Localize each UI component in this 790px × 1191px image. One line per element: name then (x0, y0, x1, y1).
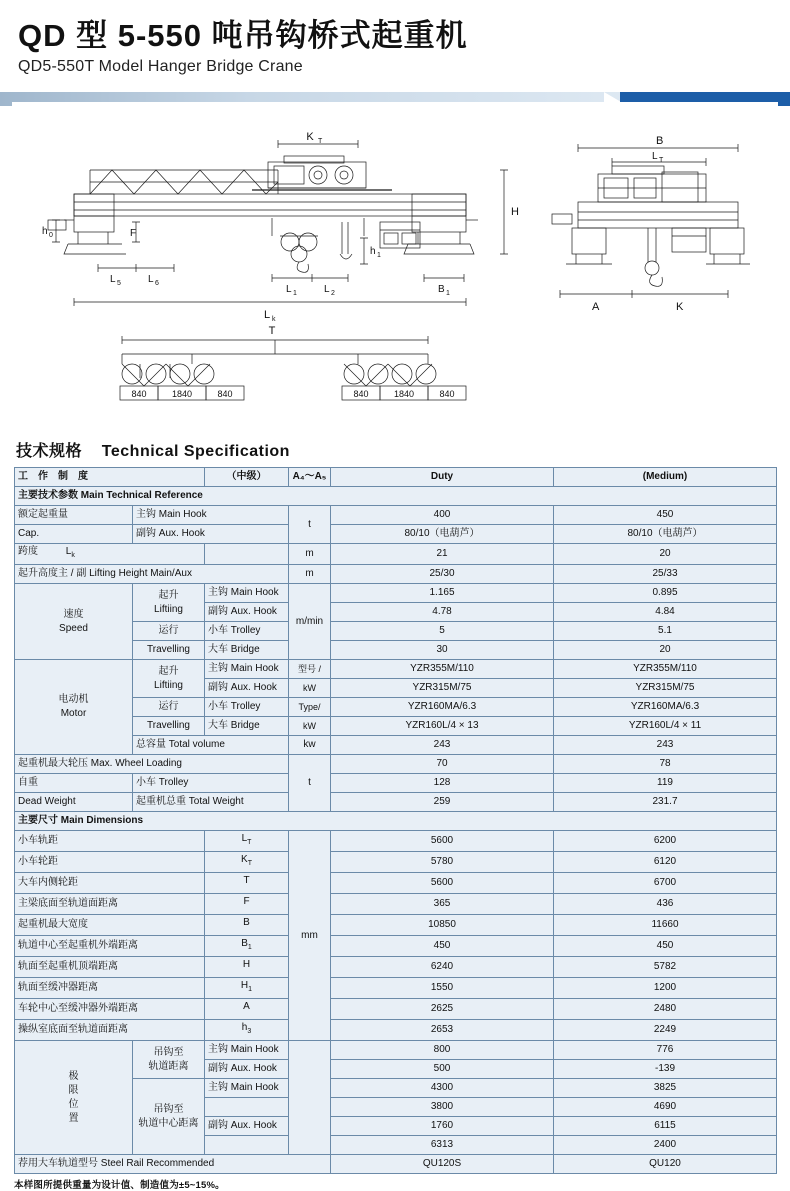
span-unit: m (289, 544, 331, 565)
dim-label-f: F (130, 228, 137, 239)
lift-height-v2: 25/33 (554, 565, 777, 584)
dim-8-sym: A (243, 1001, 250, 1012)
extreme-2-v1: 4300 (331, 1079, 554, 1098)
cap-aux-v2: 80/10（电葫芦） (554, 525, 777, 544)
dim-8-symbol (205, 999, 289, 1020)
dim-5-sub: 1 (247, 944, 252, 951)
table-row-dim (15, 894, 777, 915)
dim-label-h: H (511, 206, 519, 218)
table-section-main-dims (15, 812, 777, 831)
dim-7-v1: 1550 (331, 978, 554, 999)
motor-lift-main-v2: YZR355M/110 (554, 660, 777, 679)
dim-6-v1: 6240 (331, 957, 554, 978)
speed-lift-en: Liftiing (154, 603, 183, 615)
speed-bridge-v2: 20 (554, 641, 777, 660)
spec-note: 本样图所提供重量为设计值、制造值为±5~15%。 (14, 1180, 225, 1191)
speed-trolley-v1: 5 (331, 622, 554, 641)
duty-label-cn: 工 作 制 度 (15, 468, 205, 487)
dim-7-symbol (205, 978, 289, 999)
dim-9-sym: h (241, 1022, 248, 1033)
dim-6-symbol (205, 957, 289, 978)
extreme-group-1-l2: 轨道距离 (148, 1060, 189, 1072)
span-v1: 21 (331, 544, 554, 565)
speed-unit: m/min (289, 584, 331, 660)
wheel-load-label: 起重机最大轮压 Max. Wheel Loading (15, 755, 289, 774)
dim-3-symbol (205, 894, 289, 915)
extreme-group-1-l1: 吊钩至 (153, 1046, 184, 1058)
dim-6-v2: 5782 (554, 957, 777, 978)
table-row-speed-1 (15, 584, 777, 603)
lift-height-v1: 25/30 (331, 565, 554, 584)
dim-1-name: 小车轮距 (15, 852, 205, 873)
table-row-dead-total (15, 793, 777, 812)
extreme-0-v2: 776 (554, 1041, 777, 1060)
dim-6-name: 轨面至起重机顶端距离 (15, 957, 205, 978)
dead-total-v2: 231.7 (554, 793, 777, 812)
dim-7-sub: 1 (248, 986, 253, 993)
span-symbol: L (65, 546, 72, 557)
dim-5-sym: B (241, 938, 248, 949)
weight-unit: t (289, 755, 331, 812)
dim-4-v1: 10850 (331, 915, 554, 936)
extreme-0-hook (205, 1041, 289, 1060)
dims-unit: mm (289, 831, 331, 1041)
crane-drawing-svg (12, 102, 778, 432)
dim-0-symbol (205, 831, 289, 852)
span-symbol-sub: k (71, 552, 75, 559)
dim-9-sub: 3 (247, 1028, 252, 1035)
extreme-group-2-l2: 轨道中心距离 (138, 1117, 199, 1129)
motor-unit-4: kW (289, 717, 331, 736)
dim-3-name: 主梁底面至轨道面距离 (15, 894, 205, 915)
extreme-label-4: 置 (68, 1112, 79, 1124)
rail-v2: QU120 (554, 1155, 777, 1174)
table-row-motor-1 (15, 660, 777, 679)
duty-class: A₄～A₅ (289, 468, 331, 487)
cap-aux-v1: 80/10（电葫芦） (331, 525, 554, 544)
span-label-cn: 跨度 (18, 546, 38, 557)
dim-2-v2: 6700 (554, 873, 777, 894)
table-row-cap-aux (15, 525, 777, 544)
section-main-tech-label: 主要技术参数 Main Technical Reference (15, 487, 777, 506)
rail-label: 荐用大车轨道型号 Steel Rail Recommended (15, 1155, 331, 1174)
speed-travel-cn: 运行 (133, 622, 205, 641)
cap-main-v1: 400 (331, 506, 554, 525)
section-main-dims-label: 主要尺寸 Main Dimensions (15, 812, 777, 831)
dim-4-sym: B (243, 917, 250, 928)
table-row-dim (15, 978, 777, 999)
dim-7-sym: H (240, 980, 249, 991)
cap-main-hook-label: 主钩 Main Hook (133, 506, 289, 525)
wheel-span-1: 840 (131, 389, 147, 399)
dim-0-sub: T (247, 839, 252, 846)
motor-lift-main-label: 主钩 Main Hook (205, 660, 289, 679)
wheel-span-4: 840 (353, 389, 369, 399)
spec-section-heading (16, 438, 790, 461)
dim-5-symbol (205, 936, 289, 957)
wheel-span-2: 1840 (171, 389, 193, 399)
dim-0-sym: L (241, 833, 248, 844)
dim-label-l6-sub: 6 (155, 280, 159, 287)
dim-label-h1: h (370, 246, 376, 257)
dim-4-name: 起重机最大宽度 (15, 915, 205, 936)
table-row-cap-main (15, 506, 777, 525)
table-row-wheel-load (15, 755, 777, 774)
extreme-group-2-l1: 吊钩至 (153, 1103, 184, 1115)
speed-lift-main-v1: 1.165 (331, 584, 554, 603)
extreme-label-1: 极 (68, 1070, 79, 1082)
table-row-dim (15, 915, 777, 936)
page-header (0, 0, 790, 92)
dim-4-v2: 11660 (554, 915, 777, 936)
cap-unit: t (289, 506, 331, 544)
dead-weight-label-cn: 自重 (15, 774, 133, 793)
dim-label-l1: L (286, 284, 292, 295)
dim-3-v1: 365 (331, 894, 554, 915)
dim-label-b: B (656, 135, 664, 147)
motor-total-unit: kw (289, 736, 331, 755)
dim-1-v1: 5780 (331, 852, 554, 873)
table-row-extreme-1 (15, 1041, 777, 1060)
dim-label-b1: B (438, 284, 445, 295)
spec-table (14, 467, 777, 1174)
speed-lift-aux-v1: 4.78 (331, 603, 554, 622)
speed-label-cn: 速度 (63, 608, 84, 620)
duty-grade-cn: （中级） (205, 468, 289, 487)
cap-label-en: Cap. (15, 525, 133, 544)
dim-3-v2: 436 (554, 894, 777, 915)
extreme-4-v2: 6115 (554, 1117, 777, 1136)
wheel-span-3: 840 (217, 389, 233, 399)
speed-travel-en: Travelling (133, 641, 205, 660)
wheel-load-v2: 78 (554, 755, 777, 774)
dim-label-kt: K (306, 131, 314, 143)
page-title-cn: QD 型 5-550 吨吊钩桥式起重机 (18, 18, 468, 53)
motor-lift-group (133, 660, 205, 698)
motor-label-en: Motor (60, 708, 87, 719)
wheel-span-6: 840 (439, 389, 455, 399)
table-row-duty (15, 468, 777, 487)
speed-trolley-v2: 5.1 (554, 622, 777, 641)
table-row-dead-trolley (15, 774, 777, 793)
cap-label-cn: 额定起重量 (15, 506, 133, 525)
rail-v1: QU120S (331, 1155, 554, 1174)
motor-lift-en: Liftiing (154, 679, 183, 691)
wheel-span-5: 1840 (393, 389, 415, 399)
dim-0-name: 小车轨距 (15, 831, 205, 852)
motor-lift-aux-label: 副钩 Aux. Hook (205, 679, 289, 698)
dead-trolley-label: 小车 Trolley (133, 774, 289, 793)
speed-trolley-label: 小车 Trolley (205, 622, 289, 641)
dim-1-sub: T (247, 860, 252, 867)
motor-total-v2: 243 (554, 736, 777, 755)
extreme-1-hook: 副钩 Aux. Hook (205, 1060, 289, 1079)
dim-label-kt-sub: T (318, 138, 323, 145)
dim-8-name: 车轮中心至缓冲器外端距离 (15, 999, 205, 1020)
dim-label-lk: L (264, 309, 271, 321)
dim-label-l5: L (110, 274, 116, 285)
motor-total-label: 总容量 Total volume (133, 736, 289, 755)
extreme-label-3: 位 (68, 1098, 79, 1110)
extreme-4-v1: 1760 (331, 1117, 554, 1136)
extreme-5-v2: 2400 (554, 1136, 777, 1155)
dead-total-v1: 259 (331, 793, 554, 812)
dim-2-symbol (205, 873, 289, 894)
span-blank (205, 544, 289, 565)
dead-weight-label-en: Dead Weight (15, 793, 133, 812)
table-row-dim (15, 957, 777, 978)
speed-lift-main-v2: 0.895 (554, 584, 777, 603)
dim-label-h0: h (42, 226, 48, 237)
extreme-1-v2: -139 (554, 1060, 777, 1079)
motor-label (15, 660, 133, 755)
motor-travel-cn: 运行 (133, 698, 205, 717)
speed-lift-cn: 起升 (158, 589, 179, 601)
dim-label-lk-sub: k (272, 316, 276, 323)
dim-label-lt: L (652, 151, 658, 162)
dead-total-label: 起重机总重 Total Weight (133, 793, 289, 812)
speed-label-en: Speed (59, 622, 88, 634)
dim-label-l2-sub: 2 (331, 290, 335, 297)
dim-label-a: A (592, 301, 600, 313)
table-row-dim (15, 936, 777, 957)
motor-unit-3: Type/ (289, 698, 331, 717)
dim-4-symbol (205, 915, 289, 936)
dim-1-v2: 6120 (554, 852, 777, 873)
motor-lift-cn: 起升 (158, 665, 179, 677)
duty-label-en: Duty (331, 468, 554, 487)
motor-bridge-v2: YZR160L/4 × 11 (554, 717, 777, 736)
speed-lift-aux-v2: 4.84 (554, 603, 777, 622)
extreme-1-v1: 500 (331, 1060, 554, 1079)
motor-bridge-v1: YZR160L/4 × 13 (331, 717, 554, 736)
speed-lift-group (133, 584, 205, 622)
motor-lift-main-v1: YZR355M/110 (331, 660, 554, 679)
dim-9-v2: 2249 (554, 1020, 777, 1041)
dim-label-k: K (676, 301, 684, 313)
dim-0-v2: 6200 (554, 831, 777, 852)
speed-bridge-v1: 30 (331, 641, 554, 660)
motor-bridge-label: 大车 Bridge (205, 717, 289, 736)
dim-5-v2: 450 (554, 936, 777, 957)
dim-label-t: T (268, 325, 276, 337)
span-v2: 20 (554, 544, 777, 565)
table-row-dim (15, 831, 777, 852)
extreme-label-2: 限 (68, 1084, 79, 1096)
speed-bridge-label: 大车 Bridge (205, 641, 289, 660)
dim-2-name: 大车内侧轮距 (15, 873, 205, 894)
extreme-3-v1: 3800 (331, 1098, 554, 1117)
extreme-5-hook (205, 1136, 289, 1155)
lift-height-unit: m (289, 565, 331, 584)
dim-5-v1: 450 (331, 936, 554, 957)
dim-label-h0-sub: 0 (49, 232, 53, 239)
extreme-0-v1: 800 (331, 1041, 554, 1060)
dim-7-name: 轨面至缓冲器距离 (15, 978, 205, 999)
table-row-dim (15, 1020, 777, 1041)
extreme-5-v1: 6313 (331, 1136, 554, 1155)
dim-2-v1: 5600 (331, 873, 554, 894)
extreme-2-v2: 3825 (554, 1079, 777, 1098)
motor-label-cn: 电动机 (58, 694, 89, 705)
speed-lift-main-label: 主钩 Main Hook (205, 584, 289, 603)
dim-5-name: 轨道中心至起重机外端距离 (15, 936, 205, 957)
extreme-3-v2: 4690 (554, 1098, 777, 1117)
dim-2-sym: T (243, 875, 250, 886)
dim-7-v2: 1200 (554, 978, 777, 999)
table-row-dim (15, 873, 777, 894)
cap-main-v2: 450 (554, 506, 777, 525)
speed-label (15, 584, 133, 660)
motor-travel-en: Travelling (133, 717, 205, 736)
motor-trolley-label: 小车 Trolley (205, 698, 289, 717)
dim-3-sym: F (243, 896, 250, 907)
motor-trolley-v2: YZR160MA/6.3 (554, 698, 777, 717)
extreme-group-2 (133, 1079, 205, 1155)
dim-label-h1-sub: 1 (377, 252, 381, 259)
extreme-3-hook (205, 1098, 289, 1117)
cap-aux-hook-label: 副钩 Aux. Hook (133, 525, 289, 544)
motor-lift-aux-v1: YZR315M/75 (331, 679, 554, 698)
extreme-group-1 (133, 1041, 205, 1079)
dim-label-lt-sub: T (659, 157, 664, 164)
motor-unit-1: 型号 / (289, 660, 331, 679)
dim-9-name: 操纵室底面至轨道面距离 (15, 1020, 205, 1041)
dim-9-v1: 2653 (331, 1020, 554, 1041)
dim-8-v2: 2480 (554, 999, 777, 1020)
table-section-main-tech (15, 487, 777, 506)
extreme-2-hook: 主钩 Main Hook (205, 1079, 289, 1098)
table-row-lift-height (15, 565, 777, 584)
dead-trolley-v1: 128 (331, 774, 554, 793)
motor-unit-2: kW (289, 679, 331, 698)
table-row-rail (15, 1155, 777, 1174)
lift-height-label: 起升高度主 / 副 Lifting Height Main/Aux (15, 565, 289, 584)
extreme-unit (289, 1041, 331, 1155)
table-row-dim (15, 852, 777, 873)
motor-total-v1: 243 (331, 736, 554, 755)
dim-label-l2: L (324, 284, 330, 295)
duty-grade-en: (Medium) (554, 468, 777, 487)
extreme-4-hook: 副钩 Aux. Hook (205, 1117, 289, 1136)
table-row-dim (15, 999, 777, 1020)
dim-1-sym: K (241, 854, 248, 865)
dim-label-l6: L (148, 274, 154, 285)
motor-lift-aux-v2: YZR315M/75 (554, 679, 777, 698)
dim-9-symbol (205, 1020, 289, 1041)
wheel-load-v1: 70 (331, 755, 554, 774)
technical-drawing (12, 102, 778, 432)
dim-0-v1: 5600 (331, 831, 554, 852)
dead-trolley-v2: 119 (554, 774, 777, 793)
motor-trolley-v1: YZR160MA/6.3 (331, 698, 554, 717)
spec-heading-en: Technical Specification (101, 443, 290, 460)
dim-8-v1: 2625 (331, 999, 554, 1020)
dim-label-b1-sub: 1 (446, 290, 450, 297)
extreme-position-label (15, 1041, 133, 1155)
dim-label-l1-sub: 1 (293, 290, 297, 297)
extreme-0-hook-label: 主钩 Main Hook (208, 1044, 279, 1055)
table-row-span (15, 544, 777, 565)
spec-heading-cn: 技术规格 (16, 443, 83, 460)
spec-table-wrap (14, 467, 776, 1174)
dim-label-l5-sub: 5 (117, 280, 121, 287)
dim-6-sym: H (242, 959, 251, 970)
page-title-en: QD5-550T Model Hanger Bridge Crane (18, 57, 303, 75)
span-label (15, 544, 205, 565)
dim-1-symbol (205, 852, 289, 873)
speed-lift-aux-label: 副钩 Aux. Hook (205, 603, 289, 622)
